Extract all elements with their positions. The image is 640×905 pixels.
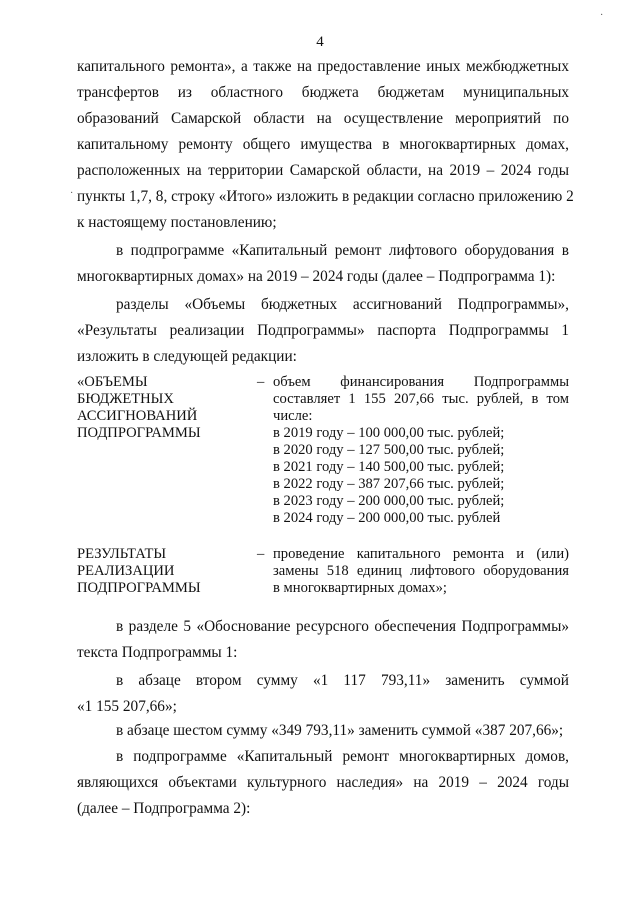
volumes-text-line: в 2021 году – 140 500,00 тыс. рублей; — [273, 459, 505, 475]
text-line: многоквартирных домах» на 2019 – 2024 годы (далее – Подпрограмма 1): — [77, 268, 556, 285]
volumes-label: ПОДПРОГРАММЫ — [77, 425, 201, 441]
text-line: (далее – Подпрограмма 2): — [77, 800, 251, 817]
text-line: в разделе 5 «Обоснование ресурсного обеспечения Подпрограммы» — [116, 618, 569, 635]
volumes-label: БЮДЖЕТНЫХ — [77, 391, 174, 407]
text-line: в абзаце шестом сумму «349 793,11» заменить суммой «387 207,66»; — [116, 722, 564, 739]
text-line: образований Самарской области на осуществление мероприятий по — [77, 110, 569, 127]
text-line: являющихся объектами культурного наследия» на 2019 – 2024 годы — [77, 774, 569, 791]
text-line: к настоящему постановлению; — [77, 214, 277, 231]
results-dash: – — [257, 546, 265, 562]
text-line: расположенных на территории Самарской области, на 2019 – 2024 годы — [77, 162, 569, 179]
volumes-text-line: составляет 1 155 207,66 тыс. рублей, в том — [273, 391, 569, 407]
results-label: РЕЗУЛЬТАТЫ — [77, 546, 167, 562]
text-line: пункты 1,7, 8, строку «Итого» изложить в редакции согласно приложению 2 — [77, 188, 574, 205]
text-line: трансфертов из областного бюджета бюджетам муниципальных — [77, 84, 569, 101]
volumes-text-line: в 2020 году – 127 500,00 тыс. рублей; — [273, 442, 505, 458]
text-line: разделы «Объемы бюджетных ассигнований Подпрограммы», — [116, 296, 569, 313]
volumes-dash: – — [257, 374, 265, 390]
volumes-label: АССИГНОВАНИЙ — [77, 408, 198, 424]
volumes-text-line: числе: — [273, 408, 313, 424]
text-line: капитальному ремонту общего имущества в многоквартирных домах, — [77, 136, 569, 153]
volumes-text-line: в 2019 году – 100 000,00 тыс. рублей; — [273, 425, 505, 441]
volumes-text-line: в 2024 году – 200 000,00 тыс. рублей — [273, 510, 501, 526]
volumes-text-line: в 2022 году – 387 207,66 тыс. рублей; — [273, 476, 505, 492]
page-number: 4 — [316, 34, 324, 50]
scan-mark: · — [70, 188, 74, 199]
text-line: изложить в следующей редакции: — [77, 348, 297, 365]
text-line: в подпрограмме «Капитальный ремонт многоквартирных домов, — [116, 748, 569, 765]
results-label: ПОДПРОГРАММЫ — [77, 580, 201, 596]
results-text-line: замены 518 единиц лифтового оборудования — [273, 563, 569, 579]
volumes-text-line: объем финансирования Подпрограммы — [273, 374, 569, 390]
text-line: капитального ремонта», а также на предоставление иных межбюджетных — [77, 58, 569, 75]
volumes-text-line: в 2023 году – 200 000,00 тыс. рублей; — [273, 493, 505, 509]
volumes-label: «ОБЪЕМЫ — [77, 374, 148, 390]
text-line: в подпрограмме «Капитальный ремонт лифтового оборудования в — [116, 242, 569, 259]
results-label: РЕАЛИЗАЦИИ — [77, 563, 175, 579]
text-line: «1 155 207,66»; — [77, 698, 177, 715]
text-line: «Результаты реализации Подпрограммы» паспорта Подпрограммы 1 — [77, 322, 569, 339]
results-text-line: в многоквартирных домах»; — [273, 580, 447, 596]
text-line: текста Подпрограммы 1: — [77, 644, 238, 661]
text-line: в абзаце втором сумму «1 117 793,11» заменить суммой — [116, 672, 569, 689]
results-text-line: проведение капитального ремонта и (или) — [273, 546, 569, 562]
scan-mark: · — [600, 10, 604, 21]
